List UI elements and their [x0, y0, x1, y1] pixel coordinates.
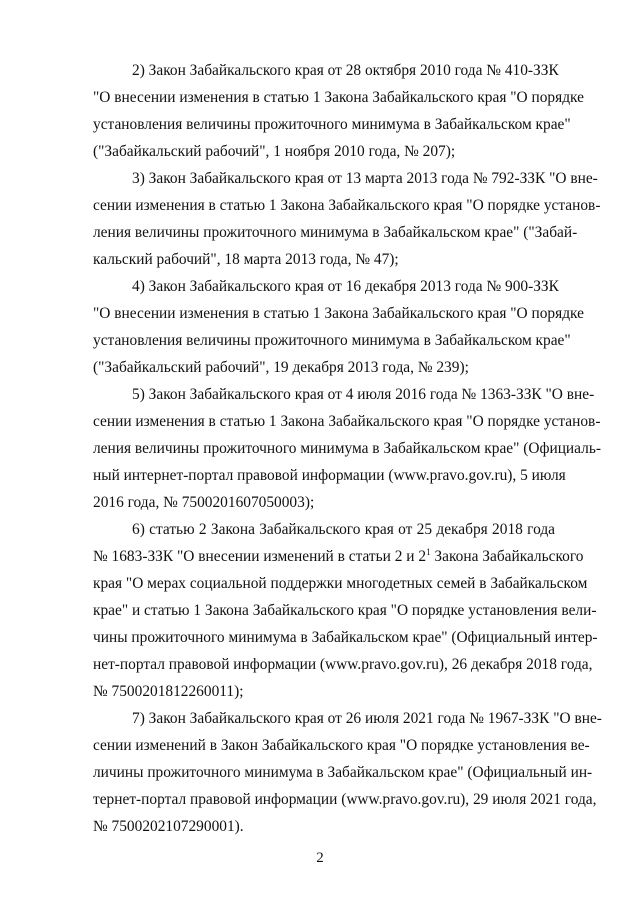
- text-line: 2016 года, № 7500201607050003);: [93, 494, 315, 511]
- text-line: 3) Закон Забайкальского края от 13 марта 2013 года № 792-ЗЗК "О вне-: [132, 170, 598, 187]
- text-line: сении изменения в статью 1 Закона Забайкальского края "О порядке установ-: [93, 413, 601, 430]
- text-line: чины прожиточного минимума в Забайкальском крае" (Официальный интер-: [93, 629, 598, 646]
- text-line: 2) Закон Забайкальского края от 28 октября 2010 года № 410-ЗЗК: [132, 62, 559, 79]
- text-line: 4) Закон Забайкальского края от 16 декабря 2013 года № 900-ЗЗК: [132, 278, 559, 295]
- text-segment: № 1683-ЗЗК "О внесении изменений в статьи 2 и 2: [93, 548, 427, 565]
- text-line: крае" и статью 1 Закона Забайкальского края "О порядке установления вели-: [93, 602, 597, 619]
- text-line: № 7500201812260011);: [93, 683, 244, 700]
- text-line: нет-портал правовой информации (www.pravo.gov.ru), 26 декабря 2018 года,: [93, 656, 593, 673]
- text-line: сении изменения в статью 1 Закона Забайкальского края "О порядке установ-: [93, 197, 601, 214]
- text-line: "О внесении изменения в статью 1 Закона Забайкальского края "О порядке: [93, 305, 584, 322]
- text-line: 5) Закон Забайкальского края от 4 июля 2016 года № 1363-ЗЗК "О вне-: [132, 386, 595, 403]
- text-line: ("Забайкальский рабочий", 19 декабря 2013 года, № 239);: [93, 359, 469, 376]
- text-line: ("Забайкальский рабочий", 1 ноября 2010 года, № 207);: [93, 143, 456, 160]
- text-line: 6) статью 2 Закона Забайкальского края от 25 декабря 2018 года: [132, 521, 555, 538]
- text-line: личины прожиточного минимума в Забайкальском крае" (Официальный ин-: [93, 764, 593, 781]
- text-line: ный интернет-портал правовой информации (www.pravo.gov.ru), 5 июля: [93, 467, 566, 484]
- text-line: ления величины прожиточного минимума в Забайкальском крае" (Официаль-: [93, 440, 601, 457]
- text-line: "О внесении изменения в статью 1 Закона Забайкальского края "О порядке: [93, 89, 584, 106]
- text-segment: Закона Забайкальского: [430, 548, 584, 565]
- text-line: кальский рабочий", 18 марта 2013 года, № 47);: [93, 251, 399, 268]
- page-number: 2: [316, 850, 324, 866]
- text-line: [93, 547, 584, 566]
- superscript: 1: [426, 547, 431, 557]
- text-line: ления величины прожиточного минимума в Забайкальском крае" ("Забай-: [93, 224, 578, 241]
- text-line: сении изменений в Закон Забайкальского края "О порядке установления ве-: [93, 737, 590, 754]
- text-line: установления величины прожиточного минимума в Забайкальском крае": [93, 116, 571, 133]
- text-line: установления величины прожиточного минимума в Забайкальском крае": [93, 332, 571, 349]
- text-line: 7) Закон Забайкальского края от 26 июля 2021 года № 1967-ЗЗК "О вне-: [132, 710, 602, 727]
- text-line: тернет-портал правовой информации (www.pravo.gov.ru), 29 июля 2021 года,: [93, 791, 597, 808]
- text-line: № 7500202107290001).: [93, 818, 244, 835]
- text-line: края "О мерах социальной поддержки многодетных семей в Забайкальском: [93, 575, 588, 592]
